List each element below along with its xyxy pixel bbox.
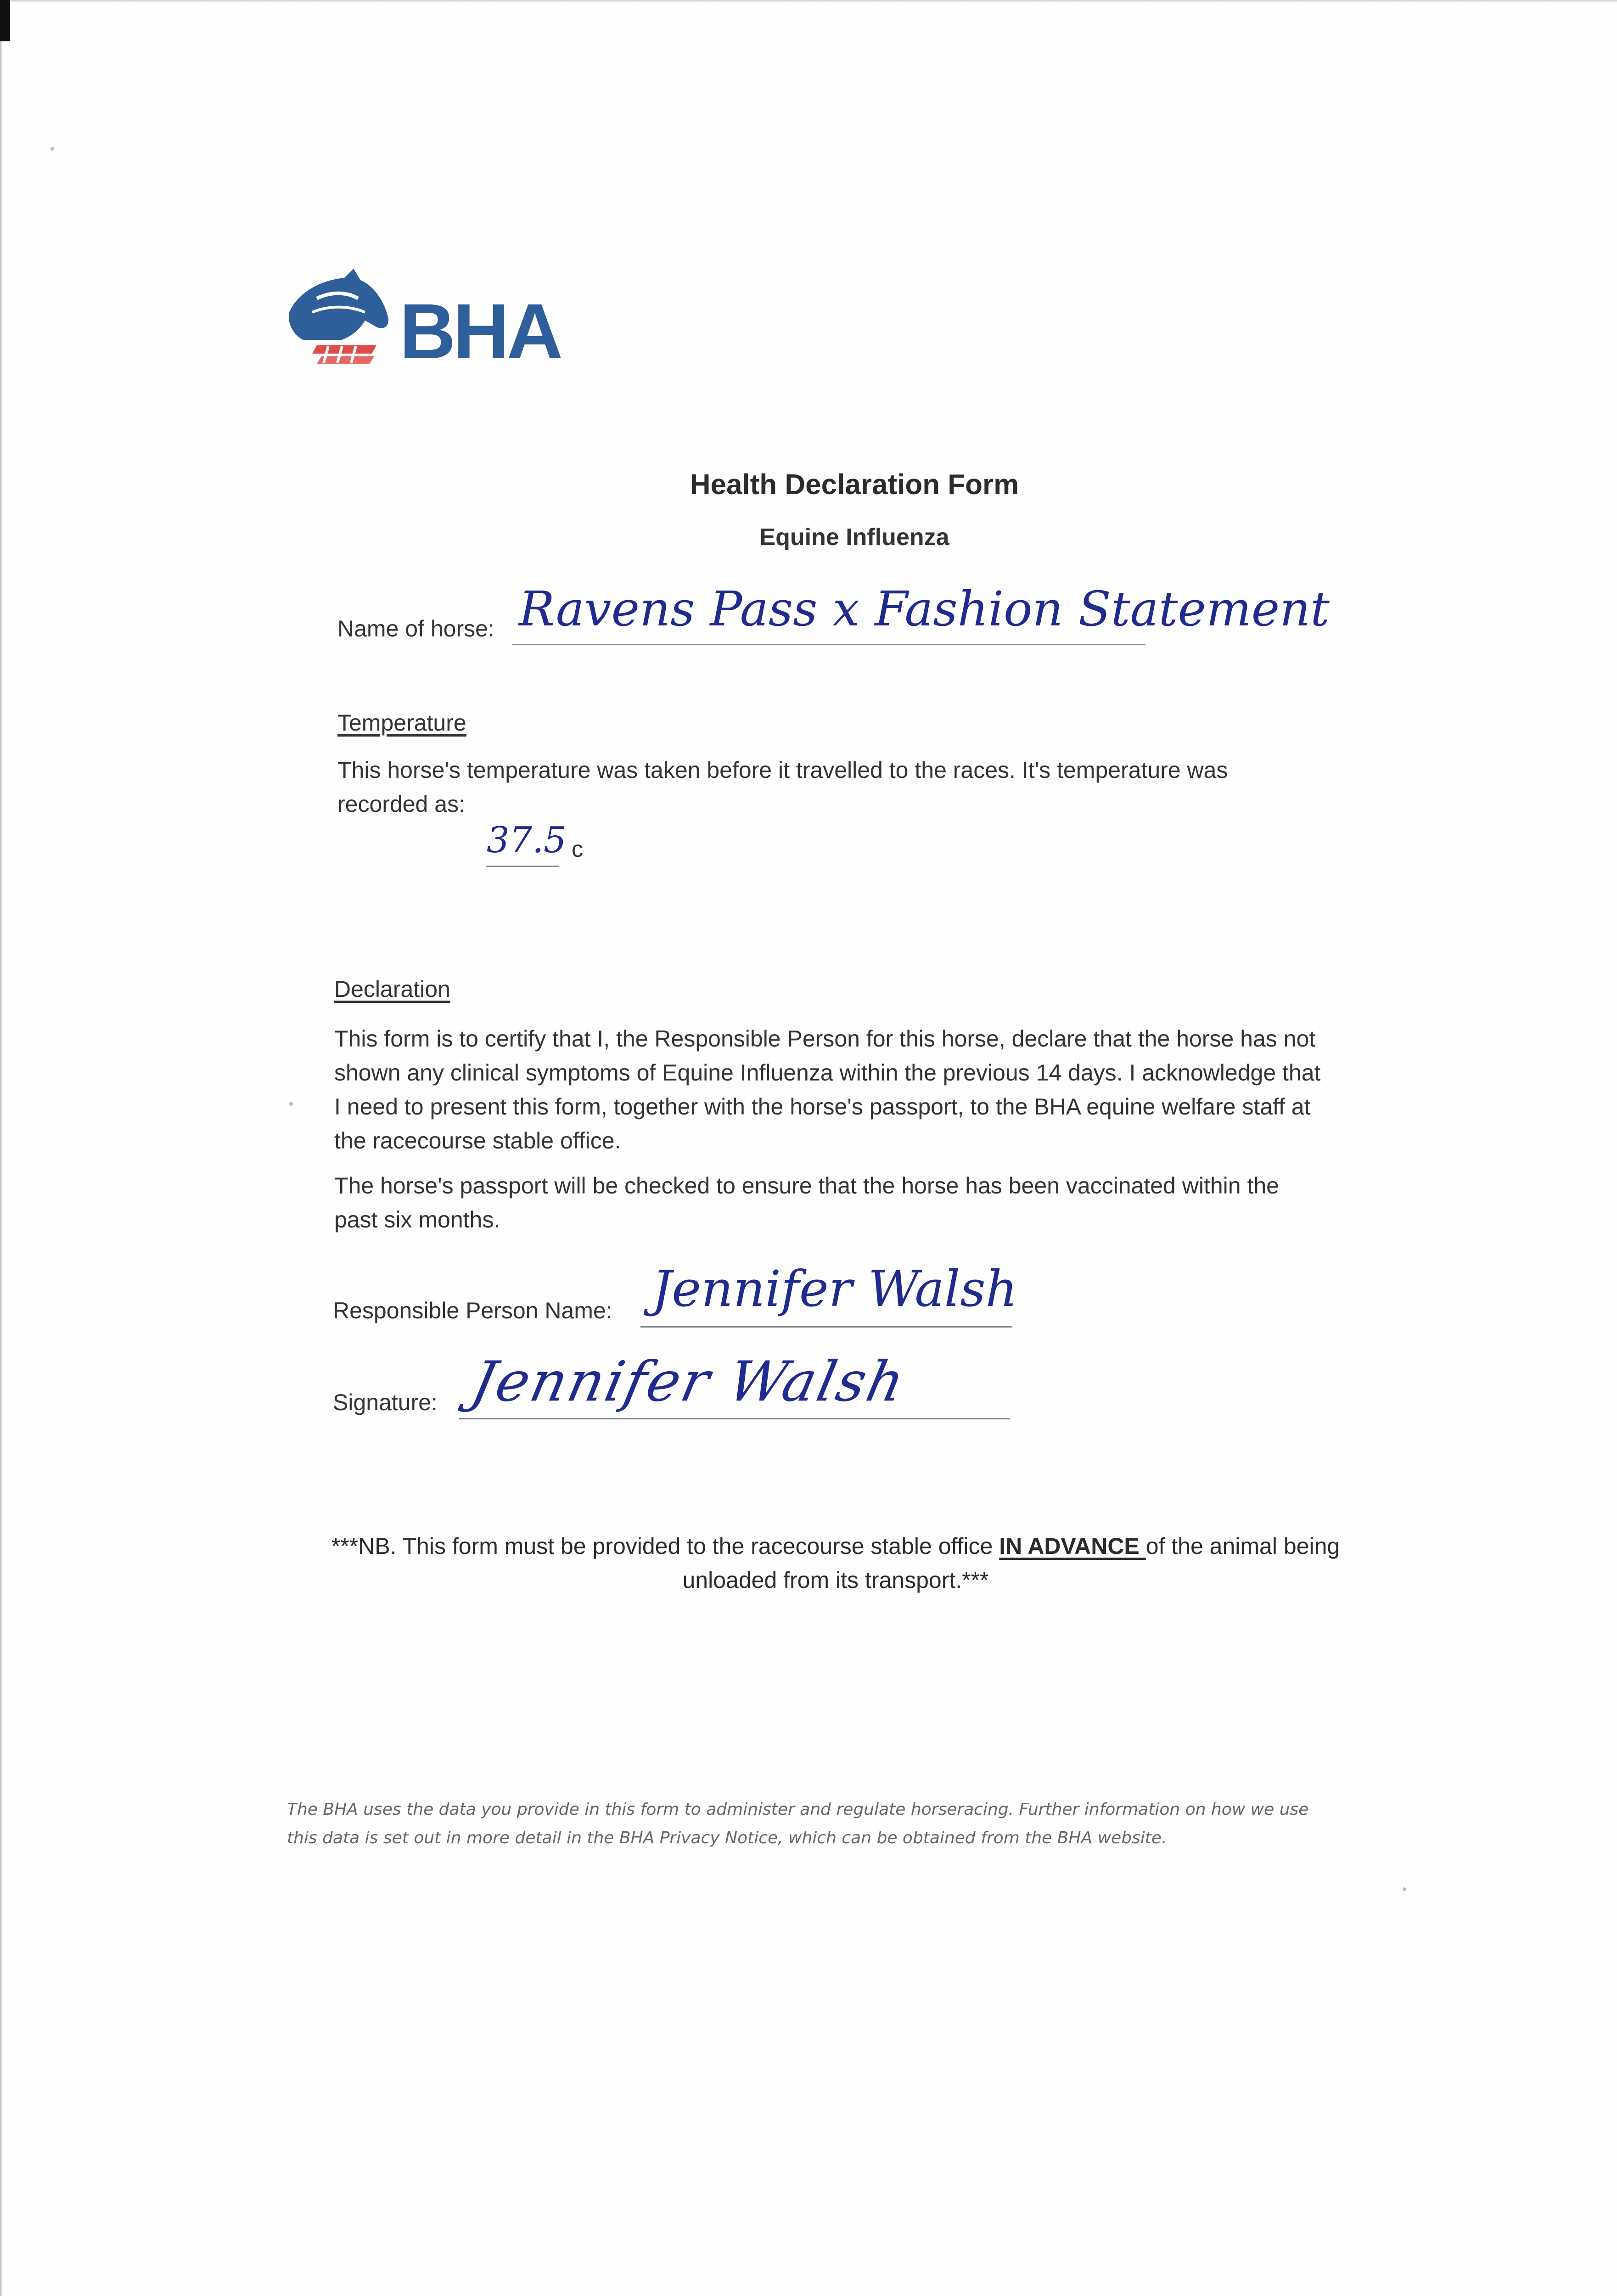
notice-emphasis: IN ADVANCE [999,1533,1146,1559]
horse-name-line [512,644,1145,645]
declaration-heading: Declaration [334,976,450,1002]
temperature-heading: Temperature [337,710,466,736]
responsible-person-field[interactable]: Jennifer Walsh [652,1261,1018,1318]
signature-line [459,1418,1010,1419]
declaration-body [334,1022,1321,1237]
advance-notice [331,1529,1341,1597]
signature-field[interactable]: Jennifer Walsh [466,1350,912,1414]
signature-label: Signature: [333,1390,438,1415]
privacy-footer [287,1795,1370,1852]
notice-prefix: ***NB. This form must be provided to the racecourse stable office [331,1533,999,1559]
temperature-paragraph: This horse's temperature was taken before it travelled to the races. It's temperature was recorded as: [337,757,1228,817]
scan-edge [0,0,1617,3]
responsible-person-label: Responsible Person Name: [333,1298,612,1323]
form-subtitle: Equine Influenza [759,524,949,551]
scan-speck [51,147,54,151]
scan-edge [0,0,10,41]
scan-speck [1403,1887,1406,1891]
logo-text: BHA [399,288,561,375]
privacy-footer-line-2: this data is set out in more detail in the BHA Privacy Notice, which can be obtained from the BHA website. [287,1829,1167,1847]
declaration-paragraph-2: The horse's passport will be checked to ensure that the horse has been vaccinated within the past six months. [334,1173,1279,1232]
temperature-unit: c [572,836,583,862]
declaration-paragraph-1: This form is to certify that I, the Responsible Person for this horse, declare that the horse has not shown any clinical symptoms of Equine Influenza within the previous 14 days. I acknowledge that I need to present this form, together with the horse's passport, to the BHA equine welfare staff at the racecourse stable office. [334,1026,1321,1154]
responsible-person-line [640,1326,1012,1328]
notice-suffix: of the animal being unloaded from its transport.*** [682,1533,1340,1593]
temperature-text [337,753,1325,821]
privacy-footer-line-1: The BHA uses the data you provide in this form to administer and regulate horseracing. Further information on how we use [287,1800,1309,1819]
horse-name-field[interactable]: Ravens Pass x Fashion Statement [519,581,1330,637]
form-title: Health Declaration Form [690,469,1019,501]
horse-head-logo-icon [285,266,588,377]
temperature-value-field[interactable]: 37.5 [487,820,567,861]
scan-edge [0,41,3,2296]
horse-name-label: Name of horse: [337,616,494,642]
temperature-line [486,866,559,867]
scan-speck [289,1102,293,1106]
bha-logo [285,266,588,377]
